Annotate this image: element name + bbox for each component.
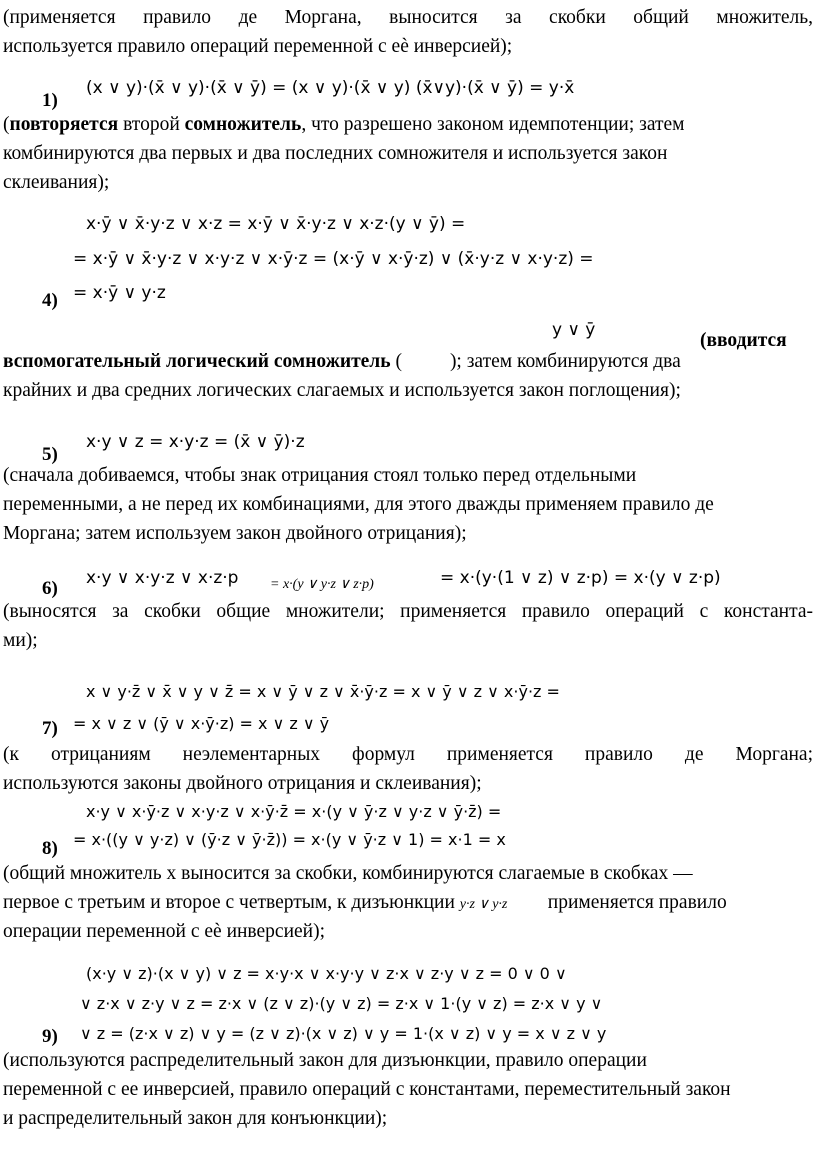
- text-span: , что разрешено законом идемпотенции; затем: [301, 114, 685, 135]
- text-line: (применяется правило де Моргана, выносится за скобки общий множитель,: [3, 7, 813, 28]
- text-line: склеивания);: [3, 172, 110, 193]
- formula-9-line-2: ∨ z·x ∨ z·y ∨ z = z·x ∨ (z ∨ z)·(y ∨ z) = z·x ∨ 1·(y ∨ z) = z·x ∨ y ∨: [80, 994, 603, 1013]
- text-span: второй: [118, 114, 185, 135]
- formula-7-line-1: x ∨ y·z̄ ∨ x̄ ∨ y ∨ z̄ = x ∨ ȳ ∨ z ∨ x̄·ȳ·z = x ∨ ȳ ∨ z ∨ x·ȳ·z =: [86, 682, 560, 701]
- text-line: используется правило операций переменной с еѐ инверсией);: [3, 36, 513, 57]
- text-line: ми);: [3, 630, 38, 651]
- formula-8-line-2: = x·((y ∨ y·z) ∨ (ȳ·z ∨ ȳ·z̄)) = x·(y ∨ ȳ·z ∨ 1) = x·1 = x: [73, 830, 506, 849]
- formula-6: x·y ∨ x·y·z ∨ x·z·p: [86, 568, 239, 588]
- formula-1: (x ∨ y)·(x̄ ∨ y)·(x̄ ∨ ȳ) = (x ∨ y)·(x̄ ∨ y) (x̄∨y)·(x̄ ∨ ȳ) = y·x̄: [86, 78, 575, 98]
- text-span: ); затем комбинируются два: [449, 351, 681, 372]
- item-number: 7): [42, 718, 58, 739]
- formula-6-rest: = x·(y·(1 ∨ z) ∨ z·p) = x·(y ∨ z·p): [440, 568, 721, 588]
- text-line: используются законы двойного отрицания и склеивания);: [3, 773, 482, 794]
- bold-term: повторяется: [9, 114, 119, 135]
- text-line: и распределительный закон для конъюнкции);: [3, 1108, 388, 1129]
- text-line: (выносятся за скобки общие множители; применяется правило операций с константа-: [3, 601, 813, 622]
- formula-8-line-1: x·y ∨ x·ȳ·z ∨ x·y·z ∨ x·ȳ·z̄ = x·(y ∨ ȳ·z ∨ y·z ∨ ȳ·z̄) =: [86, 802, 502, 821]
- text-line: (сначала добиваемся, чтобы знак отрицания стоял только перед отдельными: [3, 465, 637, 486]
- text-line: (к отрицаниям неэлементарных формул применяется правило де Моргана;: [3, 744, 813, 765]
- formula-6-small: = x·(y ∨ y·z ∨ z·p): [270, 577, 374, 592]
- text-line: крайних и два средних логических слагаемых и используется закон поглощения);: [3, 380, 681, 401]
- text-line: [3, 888, 813, 919]
- text-span: первое с третьим и второе с четвертым, к дизъюнкции: [3, 892, 455, 913]
- text-line: (вводится: [700, 330, 787, 351]
- item-number: 9): [42, 1026, 58, 1047]
- text-line: (используются распределительный закон для дизъюнкции, правило операции: [3, 1050, 647, 1071]
- formula-4-line-3: = x·ȳ ∨ y·z: [73, 283, 166, 303]
- formula-4-aux: y ∨ ȳ: [552, 320, 596, 340]
- item-number: 1): [42, 90, 58, 111]
- formula-7-line-2: = x ∨ z ∨ (ȳ ∨ x·ȳ·z) = x ∨ z ∨ ȳ: [73, 714, 330, 733]
- text-line: переменными, а не перед их комбинациями, для этого дважды применяем правило де: [3, 494, 714, 515]
- item-number: 4): [42, 290, 58, 311]
- formula-9-line-1: (x·y ∨ z)·(x ∨ y) ∨ z = x·y·x ∨ x·y·y ∨ z·x ∨ z·y ∨ z = 0 ∨ 0 ∨: [86, 964, 567, 983]
- text-line: переменной с ее инверсией, правило операций с константами, переместительный закон: [3, 1079, 731, 1100]
- text-line: [3, 347, 813, 376]
- item-number: 5): [42, 444, 58, 465]
- text-span: применяется правило: [547, 892, 727, 913]
- formula-4-line-1: x·ȳ ∨ x̄·y·z ∨ x·z = x·ȳ ∨ x̄·y·z ∨ x·z·(y ∨ ȳ) =: [86, 214, 466, 234]
- item-number: 6): [42, 578, 58, 599]
- formula-5: x·y ∨ z = x·y·z = (x̄ ∨ ȳ)·z: [86, 432, 305, 452]
- text-line: комбинируются два первых и два последних сомножителя и используется закон: [3, 143, 668, 164]
- text-line: (повторяется второй сомножитель, что разрешено законом идемпотенции; затем: [3, 114, 685, 135]
- text-line: Моргана; затем используем закон двойного отрицания);: [3, 523, 467, 544]
- inline-formula: y·z ∨ y·z: [459, 897, 508, 912]
- formula-9-line-3: ∨ z = (z·x ∨ z) ∨ y = (z ∨ z)·(x ∨ z) ∨ y = 1·(x ∨ z) ∨ y = x ∨ z ∨ y: [80, 1024, 607, 1043]
- bold-term: вспомогательный логический сомножитель: [3, 351, 391, 372]
- formula-4-line-2: = x·ȳ ∨ x̄·y·z ∨ x·y·z ∨ x·ȳ·z = (x·ȳ ∨ x·ȳ·z) ∨ (x̄·y·z ∨ x·y·z) =: [73, 249, 594, 269]
- text-span: (: [390, 351, 402, 372]
- bold-term: сомножитель: [184, 114, 302, 135]
- text-line: (общий множитель x выносится за скобки, комбинируются слагаемые в скобках —: [3, 863, 693, 884]
- item-number: 8): [42, 838, 58, 859]
- text-line: операции переменной с еѐ инверсией);: [3, 921, 326, 942]
